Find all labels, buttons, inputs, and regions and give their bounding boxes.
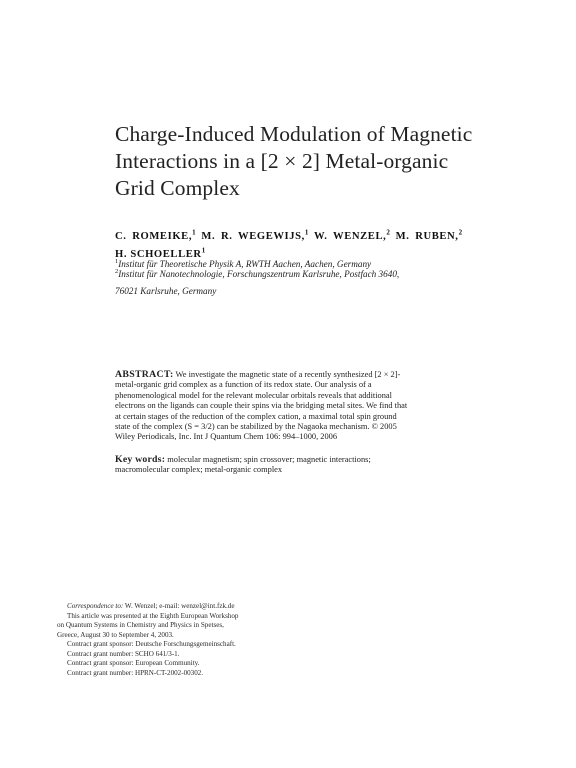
title-line: Interactions in a [2 × 2] Metal-organic — [115, 149, 449, 173]
footnote-line: Contract grant sponsor: Deutsche Forschungsgemeinschaft. — [67, 640, 236, 649]
abstract-line: phenomenological model for the relevant molecular orbitals reveals that additional — [115, 390, 392, 400]
author: M. R. WEGEWIJS,$^1$ — [201, 228, 309, 242]
abstract-line: electrons on the ligands can couple their spins via the bridging metal sites. We find that — [115, 401, 408, 411]
keywords-line: macromolecular complex; metal-organic complex — [115, 465, 283, 475]
footnote-line: Contract grant number: HPRN-CT-2002-00302. — [67, 668, 204, 677]
author: M. RUBEN,$^2$ — [395, 228, 463, 242]
title-line: Charge-Induced Modulation of Magnetic — [115, 122, 473, 146]
author: C. ROMEIKE,$^1$ — [115, 228, 196, 242]
footnote-line: This article was presented at the Eighth European Workshop — [67, 611, 239, 620]
abstract-line: state of the complex (S = 3/2) can be stabilized by the Nagaoka mechanism. © 2005 — [115, 422, 397, 432]
keywords — [115, 455, 457, 476]
author-row — [115, 225, 475, 244]
footnote-line: Greece, August 30 to September 4, 2003. — [57, 630, 174, 639]
footnote — [57, 602, 282, 678]
correspondence-email: W. Wenzel; e-mail: wenzel@int.fzk.de — [123, 602, 235, 610]
affiliation: $^2$Institut für Nanotechnologie, Forschungszentrum Karlsruhe, Postfach 3640, — [115, 268, 400, 280]
author: H. SCHOELLER$^1$ — [115, 246, 206, 261]
abstract-line: metal-organic grid complex as a function of its redox state. Our analysis of a — [115, 380, 372, 390]
abstract-label: ABSTRACT: — [115, 369, 174, 380]
abstract-line: ABSTRACT: We investigate the magnetic state of a recently synthesized [2 × 2]- — [115, 369, 401, 380]
abstract — [115, 370, 457, 443]
author: W. WENZEL,$^2$ — [313, 228, 390, 242]
affiliation: 76021 Karlsruhe, Germany — [115, 286, 217, 297]
abstract-line: Wiley Periodicals, Inc. Int J Quantum Chem 106: 994–1000, 2006 — [115, 432, 338, 442]
keywords-line: Key words: molecular magnetism; spin crossover; magnetic interactions; — [115, 454, 371, 465]
footnote-line: on Quantum Systems in Chemistry and Physics in Spetses, — [57, 621, 224, 630]
correspondence-line — [57, 602, 282, 612]
keywords-label: Key words: — [115, 454, 166, 465]
correspondence-label: Correspondence to: — [67, 602, 124, 610]
paper-title — [115, 121, 545, 202]
footnote-line: Contract grant number: SCHO 641/3-1. — [67, 649, 180, 658]
title-line: Grid Complex — [115, 176, 240, 200]
affiliation: $^1$Institut für Theoretische Physik A, RWTH Aachen, Aachen, Germany — [115, 258, 372, 270]
footnote-line: Contract grant sponsor: European Community. — [67, 659, 200, 668]
abstract-line: at certain stages of the reduction of the complex cation, a maximal total spin ground — [115, 411, 397, 421]
